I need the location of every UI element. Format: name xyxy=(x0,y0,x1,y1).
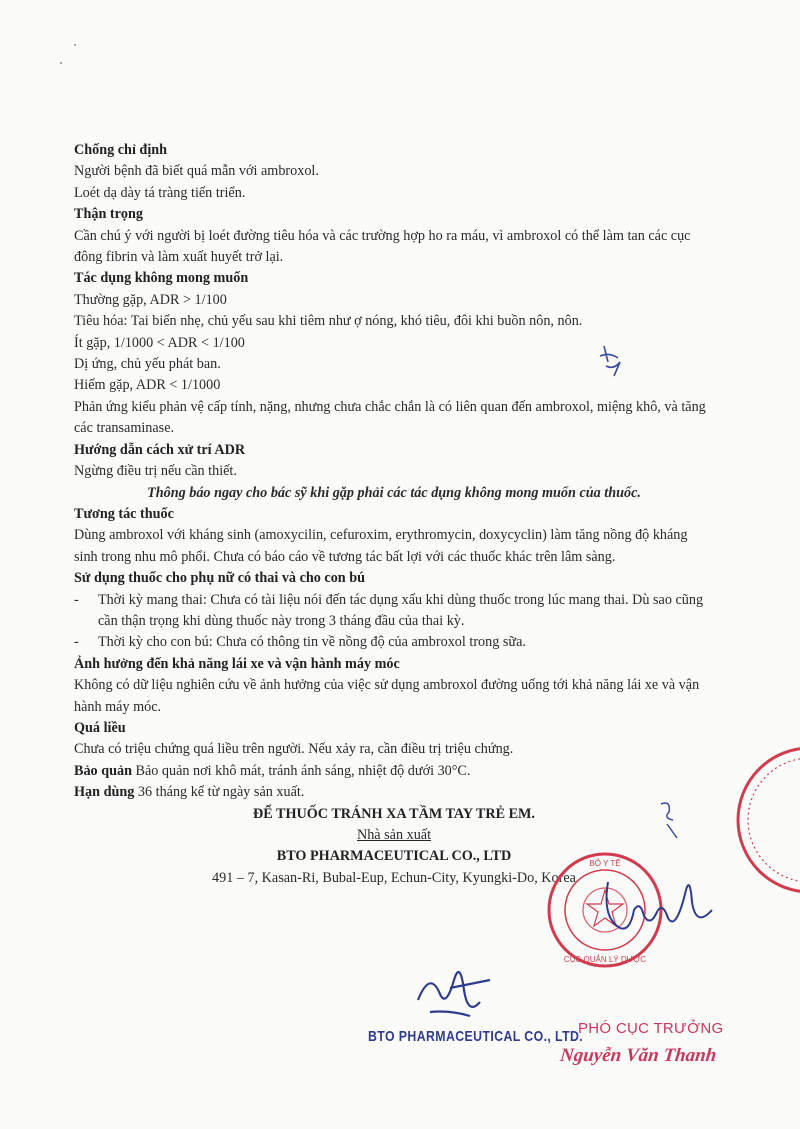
section-title-driving: Ảnh hưởng đến khả năng lái xe và vận hành máy móc xyxy=(74,655,400,672)
section-title-overdose: Quá liều xyxy=(74,719,126,736)
adr-guide-text: Ngừng điều trị nếu cần thiết. xyxy=(74,463,237,480)
shelf-life-text: 36 tháng kể từ ngày sản xuất. xyxy=(137,784,305,801)
adverse-line: Hiếm gặp, ADR < 1/1000 xyxy=(74,377,221,394)
bullet-dash: - xyxy=(74,634,79,651)
initials-signature xyxy=(596,340,626,380)
manufacturer-address: 491 – 7, Kasan-Ri, Bubal-Eup, Echun-City, Kyungki-Do, Korea xyxy=(212,869,576,886)
adverse-line: Tiêu hóa: Tai biến nhẹ, chủ yếu sau khi tiêm như ợ nóng, khó tiêu, đôi khi buồn nôn, nôn. xyxy=(74,313,583,330)
storage-label: Bảo quản xyxy=(74,762,132,779)
initials-signature xyxy=(655,800,685,840)
overdose-text: Chưa có triệu chứng quá liều trên người. Nếu xảy ra, cần điều trị triệu chứng. xyxy=(74,741,514,758)
pregnancy-bullet: Thời kỳ cho con bú: Chưa có thông tin về nồng độ của ambroxol trong sữa. xyxy=(98,634,526,651)
section-title-contraindications: Chống chỉ định xyxy=(74,142,168,158)
section-title-adverse: Tác dụng không mong muốn xyxy=(74,270,249,287)
scan-speck xyxy=(60,62,62,64)
deputy-signature xyxy=(600,870,720,940)
company-stamp-text: BTO PHARMACEUTICAL CO., LTD. xyxy=(368,1028,584,1045)
adverse-line: Dị ứng, chủ yếu phát ban. xyxy=(74,356,221,373)
manufacturer-name: BTO PHARMACEUTICAL CO., LTD xyxy=(276,848,512,865)
bullet-dash: - xyxy=(74,591,79,608)
svg-text:BỘ Y TẾ: BỘ Y TẾ xyxy=(589,859,621,868)
section-title-interactions: Tương tác thuốc xyxy=(74,505,174,522)
company-signature xyxy=(410,950,500,1030)
section-title-pregnancy: Sử dụng thuốc cho phụ nữ có thai và cho con bú xyxy=(74,570,366,587)
document-body xyxy=(74,140,714,889)
storage-text: Bảo quản nơi khô mát, tránh ánh sáng, nhiệt độ dưới 30°C. xyxy=(135,762,471,779)
contraindication-line: Người bệnh đã biết quá mẫn với ambroxol. xyxy=(74,163,319,180)
deputy-title: PHÓ CỤC TRƯỞNG xyxy=(578,1020,724,1037)
manufacturer-label: Nhà sản xuất xyxy=(356,827,432,843)
interactions-text: Dùng ambroxol với kháng sinh (amoxycilin, cefuroxim, erythromycin, doxycyclin) làm tăng nồng độ kháng sinh trong nhu mô phổi. Chưa có báo cáo về tương tác bất lợi với các thuốc khác trên lâm sàng. xyxy=(74,527,688,565)
deputy-name: Nguyễn Văn Thanh xyxy=(558,1045,718,1066)
section-title-adr-guide: Hướng dẫn cách xử trí ADR xyxy=(74,441,246,458)
shelf-life-line xyxy=(74,782,714,803)
svg-text:CỤC QUẢN LÝ DƯỢC: CỤC QUẢN LÝ DƯỢC xyxy=(563,955,647,964)
pregnancy-bullet: Thời kỳ mang thai: Chưa có tài liệu nói đến tác dụng xấu khi dùng thuốc trong lúc mang thai. Dù sao cũng cần thận trọng khi dùng thuốc này trong 3 tháng đầu của thai kỳ. xyxy=(98,591,704,629)
adverse-line: Thường gặp, ADR > 1/100 xyxy=(74,291,227,308)
adr-notice: Thông báo ngay cho bác sỹ khi gặp phải các tác dụng không mong muốn của thuốc. xyxy=(147,484,641,501)
contraindication-line: Loét dạ dày tá tràng tiến triển. xyxy=(74,184,246,201)
adverse-line: Ít gặp, 1/1000 < ADR < 1/100 xyxy=(74,334,245,351)
list-item xyxy=(74,590,714,633)
caution-text: Cần chú ý với người bị loét đường tiêu hóa và các trường hợp ho ra máu, vì ambroxol có thể làm tan các cục đông fibrin và làm xuất huyết trở lại. xyxy=(74,227,691,266)
driving-text: Không có dữ liệu nghiên cứu về ảnh hưởng của việc sử dụng ambroxol đường uống tới khả năng lái xe và vận hành máy móc. xyxy=(74,677,700,715)
storage-line xyxy=(74,761,714,782)
child-warning: ĐỂ THUỐC TRÁNH XA TẦM TAY TRẺ EM. xyxy=(253,805,535,822)
section-title-caution: Thận trọng xyxy=(74,206,143,223)
shelf-life-label: Hạn dùng xyxy=(74,784,135,801)
list-item xyxy=(74,632,714,653)
adverse-line: Phản ứng kiểu phản vệ cấp tính, nặng, nhưng chưa chắc chắn là có liên quan đến ambroxol, miệng khô, và tăng các transaminase. xyxy=(74,398,706,437)
scan-speck xyxy=(74,44,76,46)
